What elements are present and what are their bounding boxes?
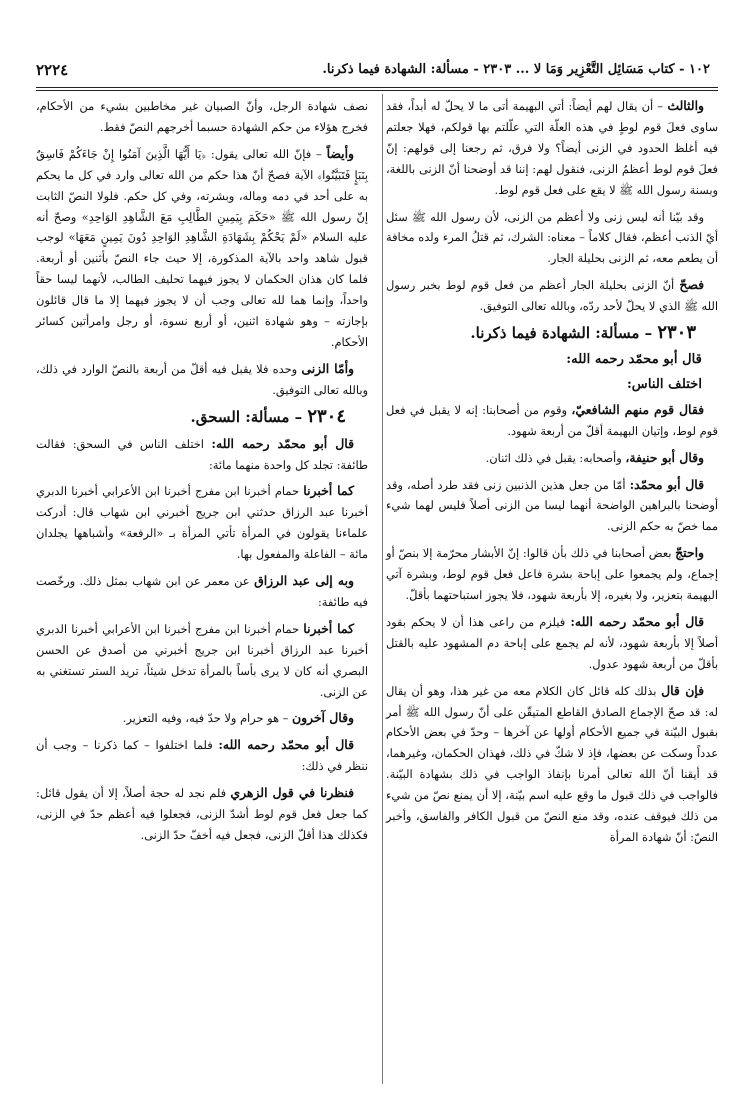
paragraph-text: بذلك كله قائل كان الكلام معه من غير هذا، وهو أن يقال له: قد صحّ الإجماع الصادق القاطع المتيقّن على أنّ رسول الله ﷺ أمر بقبول البيّنة في جميع الأحكام أولها عن آخرها – وحدّ في بعض الأحكام عدداً وسكت عن بعضها، فإذ لا شكّ في ذلك، فهذان الحكمان، وغيرهما، قد أيقنا أنّ الله تعالى أمرنا بإنفاذ الواجب في ذلك بشهادة البيّنة. فالواجب في ذلك قبول ما وقع عليه اسم بيّنة، إلا أن يمنع نصّ من شيء من ذلك فيوقف عنده، وقد منع النصّ من قبول الكافر والفاسق، وأخبر النصّ: أنّ شهادة المرأة [386,683,718,844]
lead-word: وأيضاً [326,145,354,161]
paragraph [386,207,718,270]
section-heading [36,407,368,428]
paragraph-text: حمام أخبرنا ابن مفرج أخبرنا ابن الأعرابي أخبرنا الدبري أخبرنا عبد الرزاق أخبرنا ابن جريج أخبرني من أصدق عن الحسن البصري أنه كان لا يرى بأساً بالمرأة تدخل شيئاً، تريد الستر تستغني به عن الزنى. [36,621,368,699]
lead-word: كما أخبرنا [303,483,354,499]
paragraph [36,96,368,138]
lead-word: واحتجّ [675,545,704,561]
paragraph [386,475,718,538]
paragraph-text: بعض أصحابنا في ذلك بأن قالوا: إنّ الأبشار محرّمة إلا بنصّ أو إجماع، ولم يجمعوا على إباحة بشرة فاعل فعل قوم لوط، وبشرة آتي البهيمة بتعزير، ولا بغيره، إلا بأربعة شهود، فلا يجوز استباحتهما بأقلّ. [386,546,718,603]
section-number: ٢٣٠٤ [307,405,346,427]
paragraph-text: اختلف الناس في السحق: فقالت طائفة: تجلد كل واحدة منهما مائة: [36,436,368,472]
page-number: ٢٢٢٤ [36,61,69,79]
header-rule [36,87,718,88]
paragraph-text: فلم نجد له حجة أصلاً، إلا أن يقول قائل: كما جعل فعل قوم لوط أشدّ الزنى، فجعلوا فيه أعظم حدّ في الزنى، فكذلك هذا أقلّ الزنى، فجعل فيه أخفّ حدّ الزنى. [36,786,368,842]
paragraph-text: عن معمر عن ابن شهاب بمثل ذلك. ورخّصت فيه طائفة: [36,574,368,609]
paragraph [386,612,718,675]
paragraph-text: – هو حرام ولا حدّ فيه، وفيه التعزير. [122,711,289,726]
paragraph [36,481,368,565]
running-header: ١٠٢ - كتاب مَسَائِل التَّعْزِير وَمَا لا ... ٢٣٠٣ - مسألة: الشهادة فيما ذكرنا. [322,62,710,77]
paragraph-text: فيلزم من راعى هذا أن لا يحكم بقود أصلاً إلا بأربعة شهود، لأنه لم يجمع على إباحة دم المشهود عليه بالقتل بأقلّ من أربعة شهود عدول. [386,614,718,671]
paragraph [386,275,718,317]
paragraph [36,144,368,353]
section-heading [386,323,718,344]
paragraph-text: أمّا من جعل هذين الذنبين زنى فقد طرد أصله، وقد أوضحنا بالبراهين الواضحة أنهما ليسا من الزنى أصلاً فليس لهما شيء مما خصّ به حكم الزنى. [386,477,718,534]
section-title: – مسألة: السحق. [190,407,303,426]
paragraph [386,400,718,442]
lead-word: فإن قال [661,682,705,698]
lead-word: وأمّا الزنى [301,360,354,376]
lead-word: فنظرنا في قول الزهري [230,785,355,801]
paragraph-text: نصف شهادة الرجل، وأنّ الصبيان غير مخاطبين بشيء من الأحكام، فخرج هؤلاء من حكم الشهادة حسبما أخرجهم النصّ فقط. [36,99,369,134]
paragraph [36,619,368,703]
author-line: قال أبو محمّد رحمه الله: [566,351,702,367]
lead-word: كما أخبرنا [303,620,354,636]
paragraph [36,571,368,613]
paragraph-text: أنّ الزنى بحليلة الجار أعظم من فعل قوم لوط بخبر رسول الله ﷺ الذي لا يحلّ لأحد ردّه، وبالله تعالى التوفيق. [386,278,718,314]
section-title: – مسألة: الشهادة فيما ذكرنا. [470,324,653,343]
section-number: ٢٣٠٣ [657,322,696,344]
lead-word: قال أبو محمّد رحمه الله: [218,737,355,753]
lead-word: قال أبو محمّد: [629,476,704,492]
paragraph [36,708,368,729]
lead-word: وبه إلى عبد الرزاق [254,573,354,589]
paragraph [36,434,368,476]
paragraph-text: وقوم من أصحابنا: إنه لا يقبل في فعل قوم لوط، وإتيان البهيمة أقلّ من أربعة شهود. [386,402,718,438]
header-rule-thin [36,90,718,91]
lead-word: قال أبو محمّد رحمه الله: [211,435,354,451]
lead-word: وقال أبو حنيفة، [625,449,704,465]
paragraph-text: وحده فلا يقبل فيه أقلّ من أربعة بالنصّ الوارد في ذلك، وبالله تعالى التوفيق. [36,361,368,397]
column-divider [382,94,383,1084]
paragraph [36,783,368,846]
lead-word: قال أبو محمّد رحمه الله: [570,613,704,629]
paragraph [386,448,718,469]
left-column [36,96,368,852]
paragraph [36,735,368,777]
paragraph-text: – فإنّ الله تعالى يقول: ﴿يَا أَيُّهَا الَّذِينَ آمَنُوا إِنْ جَاءَكُمْ فَاسِقٌ بِنَبَإٍ فَتَبَيَّنُوا﴾ الآية فصحّ أنّ هذا حكم من الله تعالى وارد في كل ما يحكم به على أحد في دمه وماله، وبشرته، وفي كل حكم. فلولا النصّ الثابت إنّ رسول الله ﷺ «حَكَمَ بِيَمِينِ الطَّالِبِ مَعَ الشَّاهِدِ الوَاحِدِ» وصحّ أنه عليه السلام «لَمْ يَحْكُمْ بِشَهَادَةِ الشَّاهِدِ الوَاحِدِ دُونَ يَمِينٍ مَعَهَا» لوجب قبول شاهد واحد بالآية المذكورة، إلا حيث جاء النصّ بأثنين أو أربعة. فلما كان هذان الحكمان لا يجوز فيهما تحليف الطالب، لأنهما ليسا حقاً واحداً، وإنما هما لله تعالى وجب أن لا يجوز فيهما إلا ما قال قائلون بإجازته – وهو شهادة اثنين، أو أربع نسوة، أو رجل وامرأتين كسائر الأحكام. [36,146,368,349]
paragraph [386,681,718,848]
paragraph-text: فلما اختلفوا – كما ذكرنا – وجب أن ننظر في ذلك: [36,738,368,774]
subheading: اختلف الناس: [626,376,702,392]
paragraph-text: حمام أخبرنا ابن مفرج أخبرنا ابن الأعرابي أخبرنا الدبري أخبرنا عبد الرزاق حدثني ابن جريج أخبرني ابن شهاب قال: أدركت علماءنا يقولون في المرأة تأتي المرأة بـ «الرفعة» وأشباهها يجلدان مائة – الفاعلة والمفعول بها. [36,484,368,562]
lead-word: فقال قوم منهم الشافعيّ، [571,401,705,417]
paragraph-text: وقد بيّنا أنه ليس زنى ولا أعظم من الزنى، لأن رسول الله ﷺ سئل أيّ الذنب أعظم، فقال كلاماً – معناه: الشرك، ثم قتلُ المرء ولده مخافة أن يطعم معه، ثم الزنى بحليلة الجار. [386,209,718,266]
right-column [386,96,718,854]
paragraph-text: – أن يقال لهم أيضاً: أتي البهيمة أتى ما لا يحلّ له أبداً، فقد ساوى فعلَ قوم لوطٍ في هذه العلّة التي علّلتم بها قولكم، فهلا جعلتم فيه أغلظ الحدود في الزنى أيضاً؟ ولا فرق، ثم رجعنا إلى قولهم: إنّ فعلَ قوم لوط أعظمُ الزنى، فنقول لهم: إننا قد أوضحنا أنّ الزنى باللغة، وبسنة رسول الله ﷺ لا يقع على فعل قوم لوط. [386,99,718,197]
lead-word: وقال آخرون [291,710,354,726]
paragraph [386,543,718,606]
paragraph-text: وأصحابه: يقبل في ذلك اثنان. [485,450,622,465]
paragraph [386,96,718,201]
paragraph [36,359,368,401]
lead-word: فصحّ [679,277,704,293]
lead-word: والثالث [667,98,705,113]
